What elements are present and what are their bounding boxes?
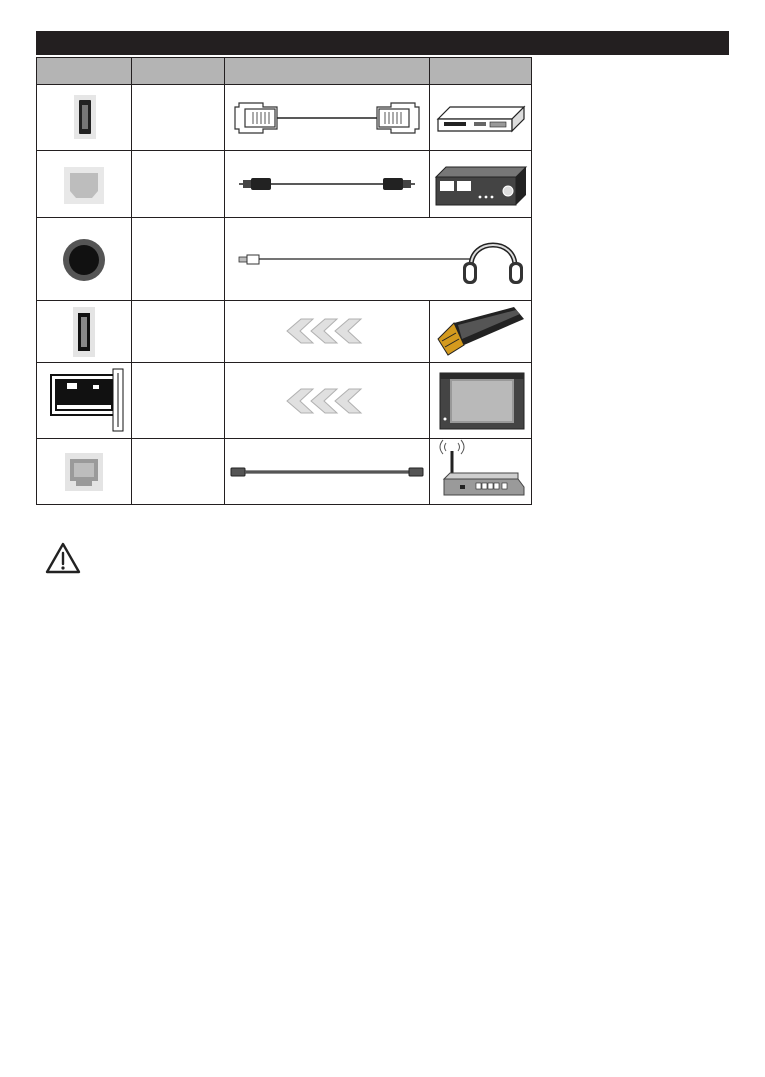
- section-header-bar: [36, 31, 729, 55]
- connector-cell: [37, 301, 132, 363]
- table-row-hdmi: [37, 85, 532, 151]
- type-cell: [132, 151, 225, 218]
- usb-stick-icon: [430, 301, 531, 362]
- hdmi-port-icon: [37, 85, 131, 150]
- type-cell: [132, 363, 225, 439]
- header-type: [132, 58, 225, 85]
- device-cell: [430, 363, 532, 439]
- table-row-headphone: [37, 218, 532, 301]
- ethernet-port-icon: [37, 439, 131, 504]
- optical-cable-icon: [225, 151, 429, 217]
- cable-cell: [225, 301, 430, 363]
- header-connector: [37, 58, 132, 85]
- table-row-ci: [37, 363, 532, 439]
- connector-cell: [37, 218, 132, 301]
- table-row-usb: [37, 301, 532, 363]
- connector-cell: [37, 85, 132, 151]
- table-row-spdif: [37, 151, 532, 218]
- device-cell: [430, 439, 532, 505]
- cable-cell: [225, 151, 430, 218]
- type-cell: [132, 85, 225, 151]
- cable-cell: [225, 439, 430, 505]
- table-row-ethernet: [37, 439, 532, 505]
- insert-arrows-icon: [225, 301, 429, 362]
- table-header-row: [37, 58, 532, 85]
- lan-cable-icon: [225, 439, 429, 504]
- cable-cell: [225, 363, 430, 439]
- cam-module-icon: [430, 363, 531, 438]
- headphones-icon: [463, 245, 523, 284]
- header-cable: [225, 58, 430, 85]
- cable-cell: [225, 85, 430, 151]
- connection-table: [36, 57, 532, 505]
- usb-port-icon: [37, 301, 131, 362]
- device-cell: [430, 151, 532, 218]
- type-cell: [132, 301, 225, 363]
- connector-cell: [37, 151, 132, 218]
- type-cell: [132, 439, 225, 505]
- headphone-jack-icon: [37, 218, 131, 300]
- connector-cell: [37, 439, 132, 505]
- warning-icon: [44, 541, 82, 575]
- device-cell: [430, 85, 532, 151]
- ci-slot-icon: [37, 363, 131, 438]
- device-cell: [430, 301, 532, 363]
- insert-arrows-icon: [225, 363, 429, 438]
- dvd-recorder-icon: [430, 85, 531, 150]
- audio-amplifier-icon: [430, 151, 531, 217]
- cable-device-cell: [225, 218, 532, 301]
- type-cell: [132, 218, 225, 301]
- optical-port-icon: [37, 151, 131, 217]
- router-icon: [430, 439, 531, 504]
- headphone-cable-icon: [225, 218, 531, 300]
- header-device: [430, 58, 532, 85]
- hdmi-cable-icon: [225, 85, 429, 150]
- connector-cell: [37, 363, 132, 439]
